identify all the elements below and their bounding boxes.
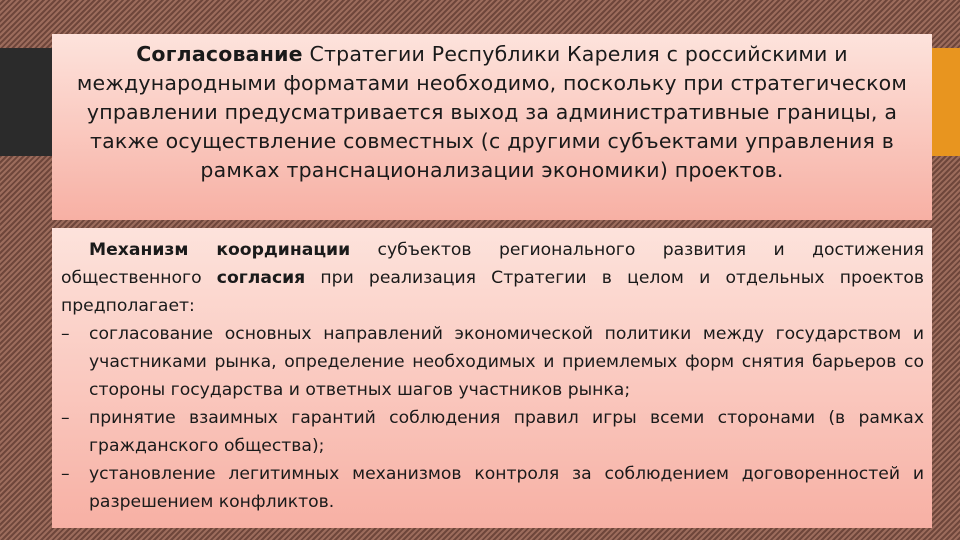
intro-text-1: субъектов регионального развития и достижения общественного [61, 240, 924, 288]
left-accent-bar [0, 48, 52, 156]
list-item [61, 404, 924, 460]
bullet-list [61, 320, 924, 516]
right-accent-bar [932, 48, 960, 156]
list-item [61, 460, 924, 516]
intro-bold-1: Механизм координации [89, 240, 351, 260]
dash-bullet-icon: – [61, 408, 70, 428]
bottom-text-box [52, 228, 932, 528]
list-item [61, 320, 924, 404]
intro-bold-2: согласия [216, 268, 306, 288]
top-bold-lead: Согласование [136, 42, 303, 66]
list-item-text: установление легитимных механизмов контроля за соблюдением договоренностей и разрешением конфликтов. [89, 464, 924, 512]
list-item-text: согласование основных направлений экономической политики между государством и участниками рынка, определение необходимых и приемлемых форм снятия барьеров со стороны государства и ответных шагов участников рынка; [89, 324, 924, 400]
dash-bullet-icon: – [61, 324, 70, 344]
top-text-box [52, 34, 932, 220]
list-item-text: принятие взаимных гарантий соблюдения правил игры всеми сторонами (в рамках гражданского общества); [89, 408, 924, 456]
intro-paragraph [61, 236, 924, 320]
top-text: Стратегии Республики Карелия с российскими и международными форматами необходимо, поскольку при стратегическом управлении предусматривается выход за административные границы, а также осуществление совместных (с другими субъектами управления в рамках транснационализации экономики) проектов. [76, 42, 908, 182]
intro-text-2: при реализация Стратегии в целом и отдельных проектов предполагает: [61, 268, 924, 316]
dash-bullet-icon: – [61, 464, 70, 484]
